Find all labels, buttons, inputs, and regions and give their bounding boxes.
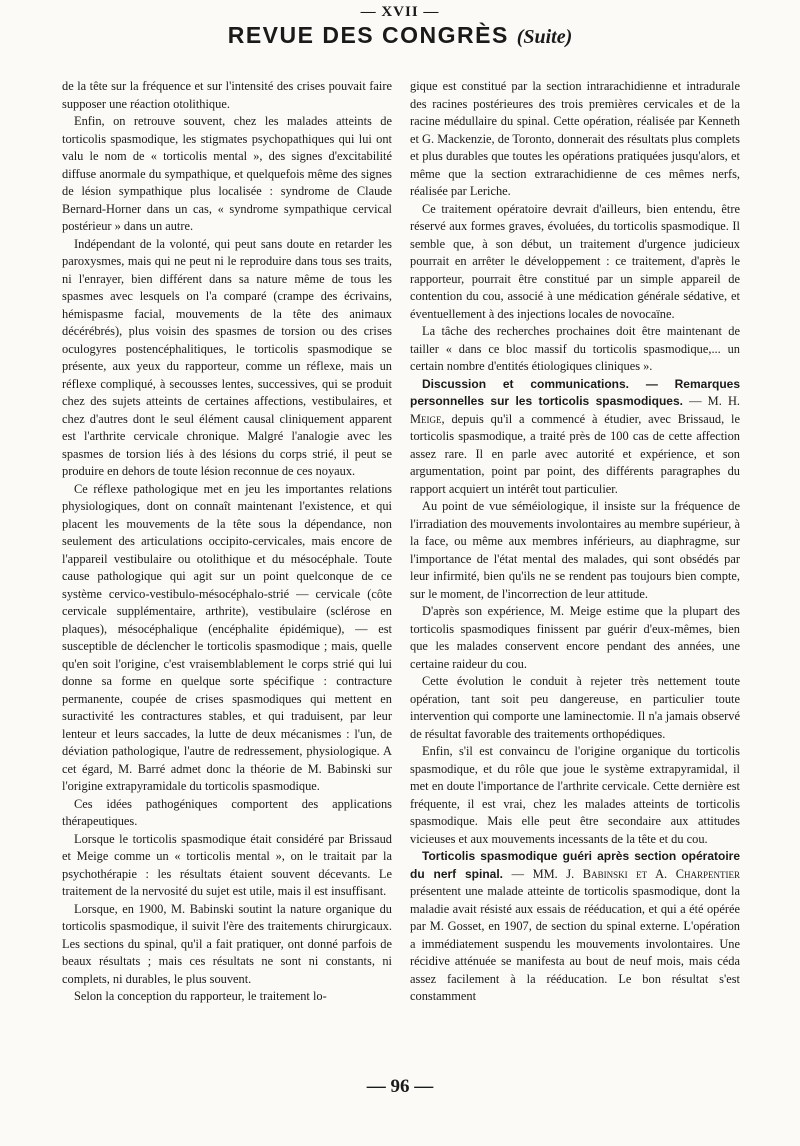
paragraph: Lorsque le torticolis spasmodique était considéré par Brissaud et Meige comme un « torticolis mental », on le traitait par la psychothérapie : les résultats étaient souvent décevants. Le traitement de la nervosité du sujet est utile, mais il est insuffisant. [62, 831, 392, 898]
section-paragraph [410, 376, 740, 499]
dash: — [689, 394, 708, 408]
paragraph: Cette évolution le conduit à rejeter très nettement toute opération, tant soit peu dangereuse, en particulier toute intervention qui comporte une laminectomie. Il n'a jamais observé de résultat favorable des traitements orthopédiques. [410, 674, 740, 741]
paragraph: Selon la conception du rapporteur, le traitement lo- [74, 989, 327, 1003]
section-heading: Discussion et communications. — Remarques personnelles sur les torticolis spasmodiques. [410, 376, 740, 408]
paragraph: Au point de vue séméiologique, il insiste sur la fréquence de l'irradiation des mouvements involontaires au membre supérieur, à la face, ou même aux membres inférieurs, au diaphragme, sur l'importance de l'état mental des malades, qui sont obsédés par leur infirmité, bien qu'ils ne se rendent pas toujours bien compte, sur le moment, de l'incorrection de leur attitude. [410, 499, 740, 601]
paragraph: gique est constitué par la section intrarachidienne et intradurale des racines postérieures des trois premières cervicales et de la racine médullaire du spinal. Cette opération, réalisée par Kenneth et G. Mackenzie, de Toronto, donnerait des résultats plus complets et plus durables que toutes les opérations pratiquées jusqu'alors, et même que la section extrarachidienne de ces mêmes nerfs, réalisée par Leriche. [410, 79, 740, 198]
paragraph: Enfin, s'il est convaincu de l'origine organique du torticolis spasmodique, et du rôle que joue le système extrapyramidal, il met en doute l'importance de l'arthrite cervicale. Cette dernière est fréquente, il est vrai, chez les malades atteints de torticolis spasmodique. Mais elle peut être secondaire aux attitudes vicieuses et aux mouvements incessants de la tête et du cou. [410, 744, 740, 846]
paragraph: Enfin, on retrouve souvent, chez les malades atteints de torticolis spasmodique, les stigmates psychopathiques qui lui ont valu le nom de « torticolis mental », des signes d'excitabilité diffuse anormale du sympathique, et quelquefois même des signes de lésion sympathique plus localisée : syndrome de Claude Bernard-Horner dans un cas, « syndrome sympathique cervical postérieur » dans un autre. [62, 114, 392, 233]
right-column [410, 78, 740, 1068]
paragraph: de la tête sur la fréquence et sur l'intensité des crises pouvait faire supposer une réaction otolithique. [62, 79, 392, 111]
author-name: M. H. Meige [410, 394, 740, 426]
paragraph: Ce traitement opératoire devrait d'ailleurs, bien entendu, être réservé aux formes graves, évoluées, du torticolis spasmodique. Il semble que, à son début, un traitement d'urgence judicieux pourrait en arrêter le développement : ce traitement, d'après le rapporteur, pourrait être constitué par un simple appareil de contention du cou, associé à une médication générale sédative, et éventuellement à des injections locales de novocaïne. [410, 201, 740, 321]
dash: — [511, 866, 533, 881]
section-heading: Torticolis spasmodique guéri après section opératoire du nerf spinal. [410, 849, 740, 881]
page-roman-numeral: — XVII — [360, 4, 440, 20]
paragraph: La tâche des recherches prochaines doit être maintenant de tailler « dans ce bloc massif du torticolis spasmodique,... un certain nombre d'entités étiologiques cliniques ». [410, 324, 740, 373]
paragraph: Ce réflexe pathologique met en jeu les importantes relations physiologiques, dont on connaît maintenant l'existence, et qui placent les mouvements de la tête sous la dépendance, non seulement des articulations occipito-cervicales, mais encore de l'appareil vestibulaire ou otolithique et du mésocéphale. Toute cause pathologique qui agit sur un point quelconque de ce système cervico-vestibulo-mésocéphalo-strié — cervicale (côte cervicale supplémentaire, arthrite), vestibulaire (sclérose en plaques), mésocéphalique (encéphalite épidémique), — est susceptible de déclencher le torticolis spasmodique ; mais, quelle qu'en soit l'origine, c'est vraisemblablement le corps strié qui lui donne sa forme en quelque sorte spécifique : contracture permanente, coupée de crises spasmodiques qui mettent en suractivité les contractures stables, et qui traduisent, par leur lenteur et leurs saccades, la lutte de deux mécanismes : l'un, de déviation pathologique, l'autre de redressement, physiologique. A cet égard, M. Barré admet donc la théorie de M. Babinski sur l'origine extrapyramidale du torticolis spasmodique. [62, 481, 392, 793]
paragraph-text: présentent une malade atteinte de torticolis spasmodique, dont la maladie avait résisté aux essais de rééducation, et qui a été opérée par M. Gosset, en 1907, de section du spinal externe. L'opération a immédiatement suspendu les mouvements involontaires. Une récidive atténuée se manifesta au bout de neuf mois, mais céda assez facilement à la rééducation. Le bon résultat s'est constamment [410, 884, 740, 1003]
page-number: — 96 — [366, 1076, 434, 1097]
paragraph: Indépendant de la volonté, qui peut sans doute en retarder les paroxysmes, mais qui ne peut ni le reproduire dans tous ses traits, ni l'enrayer, bien différent dans sa nature même de tous les spasmes avec lesquels on l'a comparé (crampe des écrivains, hémispasme facial, mouvements de la tête des animaux décérébrés), plus voisin des spasmes de torsion ou des crises oculogyres postencéphalitiques, le torticolis spasmodique se présente, aux yeux du rapporteur, comme un réflexe, mais un réflexe compliqué, à secousses lentes, successives, qui se produit chez des sujets atteints de certaines affections, vestibulaires, et chez d'autres dont le seul élément causal cliniquement apparent est l'arthrite cervicale chronique. Malgré l'analogie avec les spasmes de torsion liés à des lésions du corps strié, il peut se produire en dehors de toute lésion reconnue de ces noyaux. [62, 236, 392, 478]
paragraph: D'après son expérience, M. Meige estime que la plupart des torticolis spasmodiques finissent par guérir d'eux-mêmes, bien que les malades conservent encore pendant des années, une certaine raideur du cou. [410, 604, 740, 671]
title-suite: (Suite) [516, 26, 573, 48]
left-column [62, 78, 392, 1068]
title-text: REVUE DES CONGRÈS [227, 22, 509, 48]
section-paragraph [410, 848, 740, 1006]
author-names: MM. J. Babinski et A. Charpentier [532, 866, 740, 881]
paragraph: Lorsque, en 1900, M. Babinski soutint la nature organique du torticolis spasmodique, il suivit l'ère des traitements chirurgicaux. Les sections du spinal, qu'il a fait pratiquer, ont donné parfois de beaux résultats ; mais ces résultats ne sont ni constants, ni complets, ni durables, le plus souvent. [62, 901, 392, 986]
paragraph: Ces idées pathogéniques comportent des applications thérapeutiques. [62, 796, 392, 828]
paragraph-text: , depuis qu'il a commencé à étudier, avec Brissaud, le torticolis spasmodique, a traité près de 100 cas de cette affection assez rare. Il en parle avec autorité et expérience, et son argumentation, point par point, des différents paragraphes du rapport acquiert un intérêt tout particulier. [410, 411, 740, 496]
page-title [0, 22, 800, 49]
